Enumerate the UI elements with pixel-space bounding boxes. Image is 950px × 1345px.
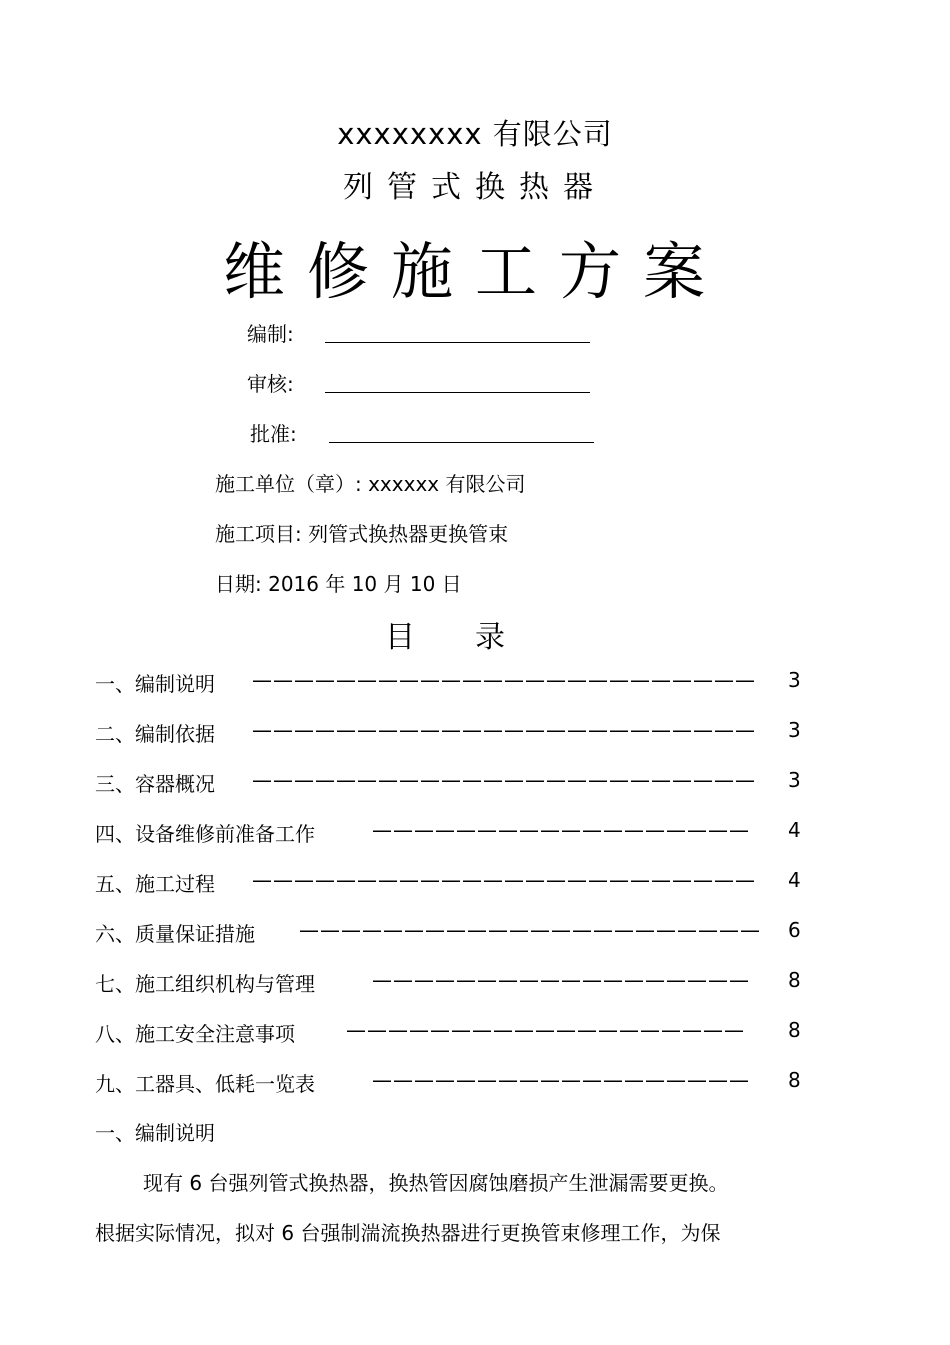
toc-leader: —————————————————— (372, 1068, 750, 1092)
toc-item-label: 八、施工安全注意事项 (95, 1022, 295, 1046)
toc-page-number: 3 (788, 668, 801, 692)
toc-leader: —————————————————————— (299, 918, 761, 942)
toc-item (0, 718, 950, 748)
document-subtitle: 列管式换热器 (343, 170, 607, 205)
sig-line-compiled (325, 342, 590, 343)
toc-item (0, 668, 950, 698)
body-paragraph-line: 根据实际情况，拟对 6 台强制湍流换热器进行更换管束修理工作，为保 (95, 1221, 721, 1245)
toc-item-label: 九、工器具、低耗一览表 (95, 1072, 315, 1096)
toc-page-number: 3 (788, 768, 801, 792)
toc-item-label: 一、编制说明 (95, 672, 215, 696)
toc-leader: ———————————————————————— (252, 668, 756, 692)
toc-title: 目录 (385, 620, 565, 655)
toc-item-label: 五、施工过程 (95, 872, 215, 896)
construction-unit: 施工单位（章）: xxxxxx 有限公司 (215, 472, 526, 496)
sig-label-approved: 批准: (250, 422, 297, 446)
company-name: xxxxxxxx 有限公司 (337, 117, 613, 151)
sig-line-reviewed (325, 392, 590, 393)
sig-line-approved (329, 442, 594, 443)
sig-label-reviewed: 审核: (247, 372, 294, 396)
toc-item (0, 868, 950, 898)
toc-page-number: 4 (788, 818, 801, 842)
toc-item-label: 三、容器概况 (95, 772, 215, 796)
section-heading: 一、编制说明 (95, 1121, 215, 1145)
toc-leader: —————————————————— (372, 968, 750, 992)
toc-leader: —————————————————— (372, 818, 750, 842)
toc-page-number: 3 (788, 718, 801, 742)
toc-item-label: 七、施工组织机构与管理 (95, 972, 315, 996)
toc-item (0, 1018, 950, 1048)
toc-item (0, 968, 950, 998)
toc-leader: ———————————————————————— (252, 868, 756, 892)
toc-item-label: 二、编制依据 (95, 722, 215, 746)
toc-leader: ———————————————————————— (252, 718, 756, 742)
toc-item-label: 四、设备维修前准备工作 (95, 822, 315, 846)
toc-page-number: 8 (788, 1018, 801, 1042)
toc-leader: ———————————————————————— (252, 768, 756, 792)
body-paragraph-line: 现有 6 台强列管式换热器，换热管因腐蚀磨损产生泄漏需要更换。 (143, 1171, 729, 1195)
toc-page-number: 8 (788, 968, 801, 992)
toc-item (0, 818, 950, 848)
toc-item-label: 六、质量保证措施 (95, 922, 255, 946)
toc-leader: ——————————————————— (346, 1018, 745, 1042)
toc-page-number: 6 (788, 918, 801, 942)
document-title: 维修施工方案 (222, 235, 727, 308)
document-date: 日期: 2016 年 10 月 10 日 (215, 572, 462, 596)
toc-item (0, 918, 950, 948)
toc-page-number: 8 (788, 1068, 801, 1092)
toc-page-number: 4 (788, 868, 801, 892)
construction-project: 施工项目: 列管式换热器更换管束 (215, 522, 509, 546)
toc-item (0, 768, 950, 798)
toc-item (0, 1068, 950, 1098)
sig-label-compiled: 编制: (247, 322, 294, 346)
